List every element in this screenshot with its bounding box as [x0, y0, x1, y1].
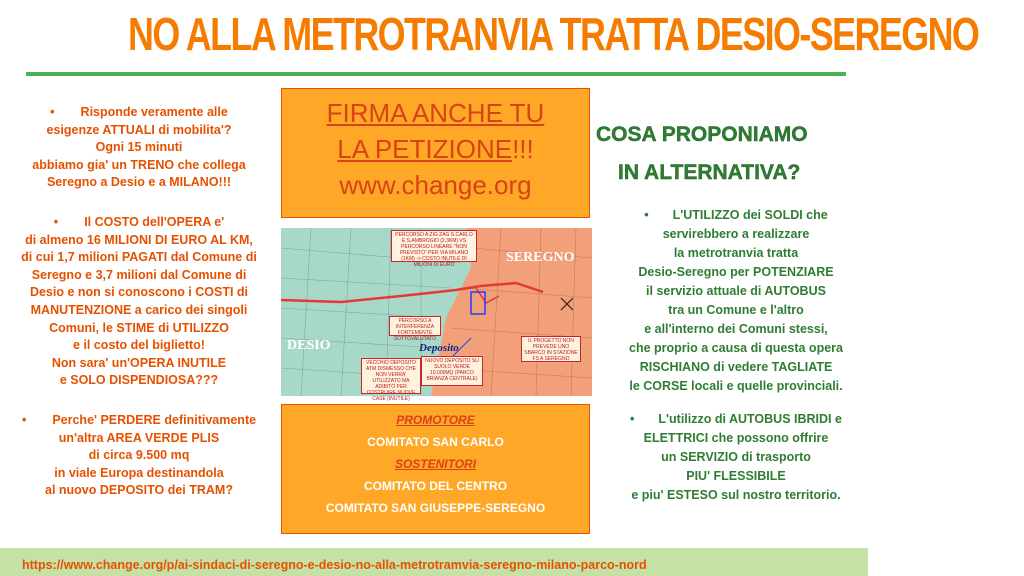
left-b3-line: • Perche' PERDERE definitivamente	[0, 412, 278, 430]
right-b1-line: e all'interno dei Comuni stessi,	[644, 322, 828, 336]
left-b2-line: di cui 1,7 milioni PAGATI dal Comune di	[21, 250, 257, 265]
right-b1-line: RISCHIANO di vedere TAGLIATE	[639, 360, 833, 374]
page-title: NO ALLA METROTRANVIA TRATTA DESIO-SEREGNO	[128, 8, 979, 60]
right-b1-line: servirebbero a realizzare	[662, 227, 810, 241]
left-bullet-2	[0, 214, 278, 390]
petition-line-2	[282, 131, 589, 167]
left-b2-line: e SOLO DISPENDIOSA???	[59, 373, 219, 388]
left-column	[0, 104, 278, 522]
right-column	[596, 206, 876, 519]
right-b1-line: la metrotranvia tratta	[673, 246, 799, 260]
left-b1-line: • Risponde veramente alle	[0, 104, 278, 122]
petition-line-2-rest: !!!	[512, 134, 534, 164]
left-b1-line: Seregno a Desio e a MILANO!!!	[46, 175, 232, 190]
right-b2-line: PIU' FLESSIBILE	[686, 469, 786, 483]
right-b1-line: le CORSE locali e quelle provinciali.	[629, 379, 843, 393]
map-note-station: IL PROGETTO NON PREVEDE UNO SBARCO IN STAZIONE FS A SEREGNO	[521, 336, 581, 362]
alternative-title	[596, 116, 866, 192]
promotore-heading: PROMOTORE	[396, 413, 475, 427]
alternative-title-line-2: IN ALTERNATIVA?	[618, 161, 801, 184]
left-b2-line: di almeno 16 MILIONI DI EURO AL KM,	[25, 232, 253, 247]
left-b2-line: Seregno e 3,7 milioni dal Comune di	[31, 267, 247, 282]
map-note-old-depot: VECCHIO DEPOSITO ATM DISMESSO CHE NON VERRA' UTILIZZATO MA ADIBITO PER COSTRUIRE NUOVE CASE (INUTILE)	[361, 358, 421, 394]
right-b1-line: che proprio a causa di questa opera	[629, 341, 843, 355]
left-b1-line: Ogni 15 minuti	[95, 140, 183, 155]
sostenitore-name: COMITATO SAN GIUSEPPE-SEREGNO	[325, 501, 546, 515]
left-b3-line: in viale Europa destinandola	[54, 465, 224, 480]
title-divider	[26, 72, 846, 76]
right-b1-line: Desio-Seregno per POTENZIARE	[638, 265, 834, 279]
petition-footer-link[interactable]: https://www.change.org/p/ai-sindaci-di-seregno-e-desio-no-alla-metrotramvia-seregno-milano-parco-nord	[22, 558, 647, 572]
promoters-box	[281, 404, 590, 534]
map-label-deposito: Deposito	[419, 342, 459, 354]
right-b2-line: e piu' ESTESO sul nostro territorio.	[631, 488, 841, 502]
route-map	[281, 228, 592, 402]
left-bullet-3	[0, 412, 278, 500]
left-bullet-1	[0, 104, 278, 192]
left-b2-line: • Il COSTO dell'OPERA e'	[0, 214, 278, 232]
map-note-zigzag: PERCORSO A ZIG ZAG S.CARLO E S.AMBROGIO (2.3KM) VS PERCORSO LINEARE "NON PREVISTO" PER VIA MILANO (1KM) -> COSTO INUTILE DI MILIONI DI EURO	[391, 230, 477, 262]
left-b3-line: di circa 9.500 mq	[88, 448, 190, 463]
left-b2-line: Non sara' un'OPERA INUTILE	[51, 355, 227, 370]
left-b2-line: e il costo del biglietto!	[73, 338, 205, 353]
sostenitore-name: COMITATO DEL CENTRO	[363, 479, 508, 493]
left-b2-line: MANUTENZIONE a carico dei singoli	[30, 302, 248, 317]
right-b2-line: • L'utilizzo di AUTOBUS IBRIDI e	[596, 410, 876, 429]
left-b2-line: Desio e non si conoscono i COSTI di	[29, 285, 249, 300]
petition-url-link[interactable]: www.change.org	[339, 170, 532, 200]
alternative-title-line-1: COSA PROPONIAMO	[596, 123, 808, 146]
right-b1-line: tra un Comune e l'altro	[668, 303, 804, 317]
sostenitori-heading: SOSTENITORI	[394, 457, 477, 471]
petition-line-1: FIRMA ANCHE TU	[326, 98, 545, 128]
right-b2-line: un SERVIZIO di trasporto	[661, 450, 811, 464]
left-b1-line: esigenze ATTUALI di mobilita'?	[46, 122, 232, 137]
map-note-new-depot: NUOVO DEPOSITO SU SUOLO VERDE 10.000MQ (PARCO BRIANZA CENTRALE)	[421, 356, 483, 386]
right-b2-line: ELETTRICI che possono offrire	[643, 431, 829, 445]
right-b1-line: il servizio attuale di AUTOBUS	[646, 284, 826, 298]
right-b1-line: • L'UTILIZZO dei SOLDI che	[596, 206, 876, 225]
left-b2-line: Comuni, le STIME di UTILIZZO	[49, 320, 229, 335]
map-label-desio: DESIO	[287, 338, 331, 353]
left-b1-line: abbiamo gia' un TRENO che collega	[32, 157, 246, 172]
petition-box	[281, 88, 590, 218]
left-b3-line: al nuovo DEPOSITO dei TRAM?	[45, 483, 233, 498]
right-bullet-2	[596, 410, 876, 505]
petition-line-2-underlined: LA PETIZIONE	[337, 134, 513, 164]
left-b3-line: un'altra AREA VERDE PLIS	[58, 430, 220, 445]
map-label-seregno: SEREGNO	[506, 250, 575, 265]
right-bullet-1	[596, 206, 876, 396]
map-note-interference: PERCORSO A INTERFERENZA FORTEMENTE SOTTOVALUTATO	[389, 316, 441, 336]
promotore-name: COMITATO SAN CARLO	[367, 435, 504, 449]
